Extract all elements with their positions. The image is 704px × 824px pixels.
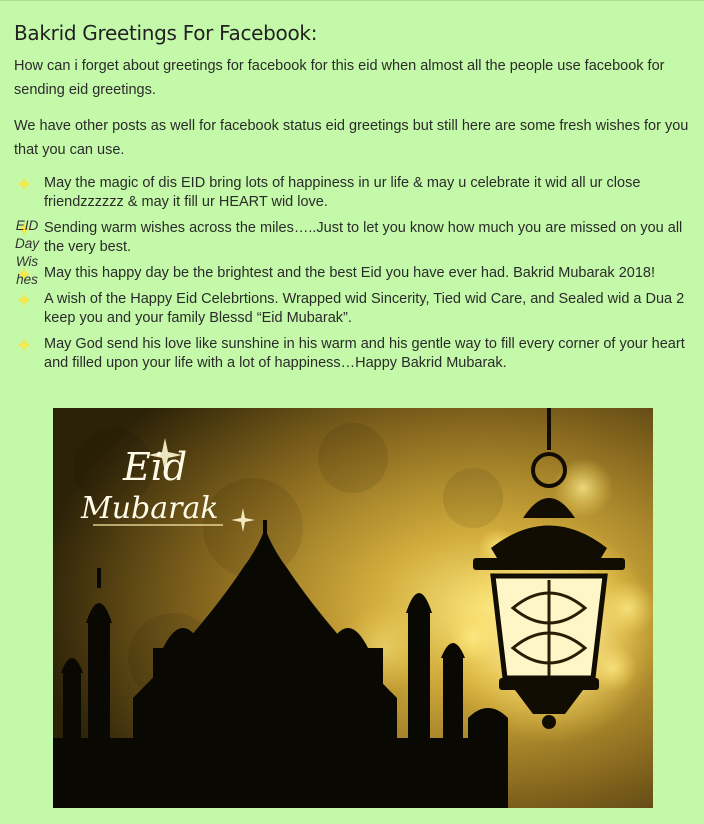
list-item [14, 174, 694, 212]
article-content [14, 20, 694, 380]
section-heading: Bakrid Greetings For Facebook: [14, 21, 318, 45]
banner-title-line1: Eid [123, 445, 188, 489]
wish-text: Sending warm wishes across the miles…..Just to let you know how much you are missed on you all the very best. [44, 220, 683, 255]
list-item [14, 335, 694, 373]
intro-paragraph: How can i forget about greetings for facebook for this eid when almost all the people use facebook for sending eid greetings. [14, 58, 665, 98]
wish-text: May the magic of dis EID bring lots of happiness in ur life & may u celebrate it wid all ur close friendzzzzzz & may it fill ur HEART wid love. [44, 175, 641, 210]
list-item [14, 264, 694, 283]
star-bullet-icon [17, 338, 31, 352]
info-paragraph: We have other posts as well for facebook status eid greetings but still here are some fresh wishes for you that you can use. [14, 118, 689, 158]
wish-text: May this happy day be the brightest and the best Eid you have ever had. Bakrid Mubarak 2018! [44, 265, 655, 281]
wish-text: A wish of the Happy Eid Celebrtions. Wrapped wid Sincerity, Tied wid Care, and Sealed wid a Dua 2 keep you and your family Blessd “Eid Mubarak”. [44, 291, 685, 326]
list-item [14, 219, 694, 257]
top-border [0, 0, 704, 1]
overflow-caption: EID Day Wishes [14, 218, 39, 287]
star-bullet-icon [17, 222, 31, 236]
star-bullet-icon [17, 177, 31, 191]
eid-mubarak-image [53, 408, 653, 808]
banner-title-line2: Mubarak [81, 491, 219, 526]
wish-text: May God send his love like sunshine in his warm and his gentle way to fill every corner of your heart and filled upon your life with a lot of happiness…Happy Bakrid Mubarak. [44, 336, 685, 371]
list-item [14, 290, 694, 328]
star-bullet-icon [17, 293, 31, 307]
star-bullet-icon [17, 267, 31, 281]
wishes-list [14, 174, 694, 373]
